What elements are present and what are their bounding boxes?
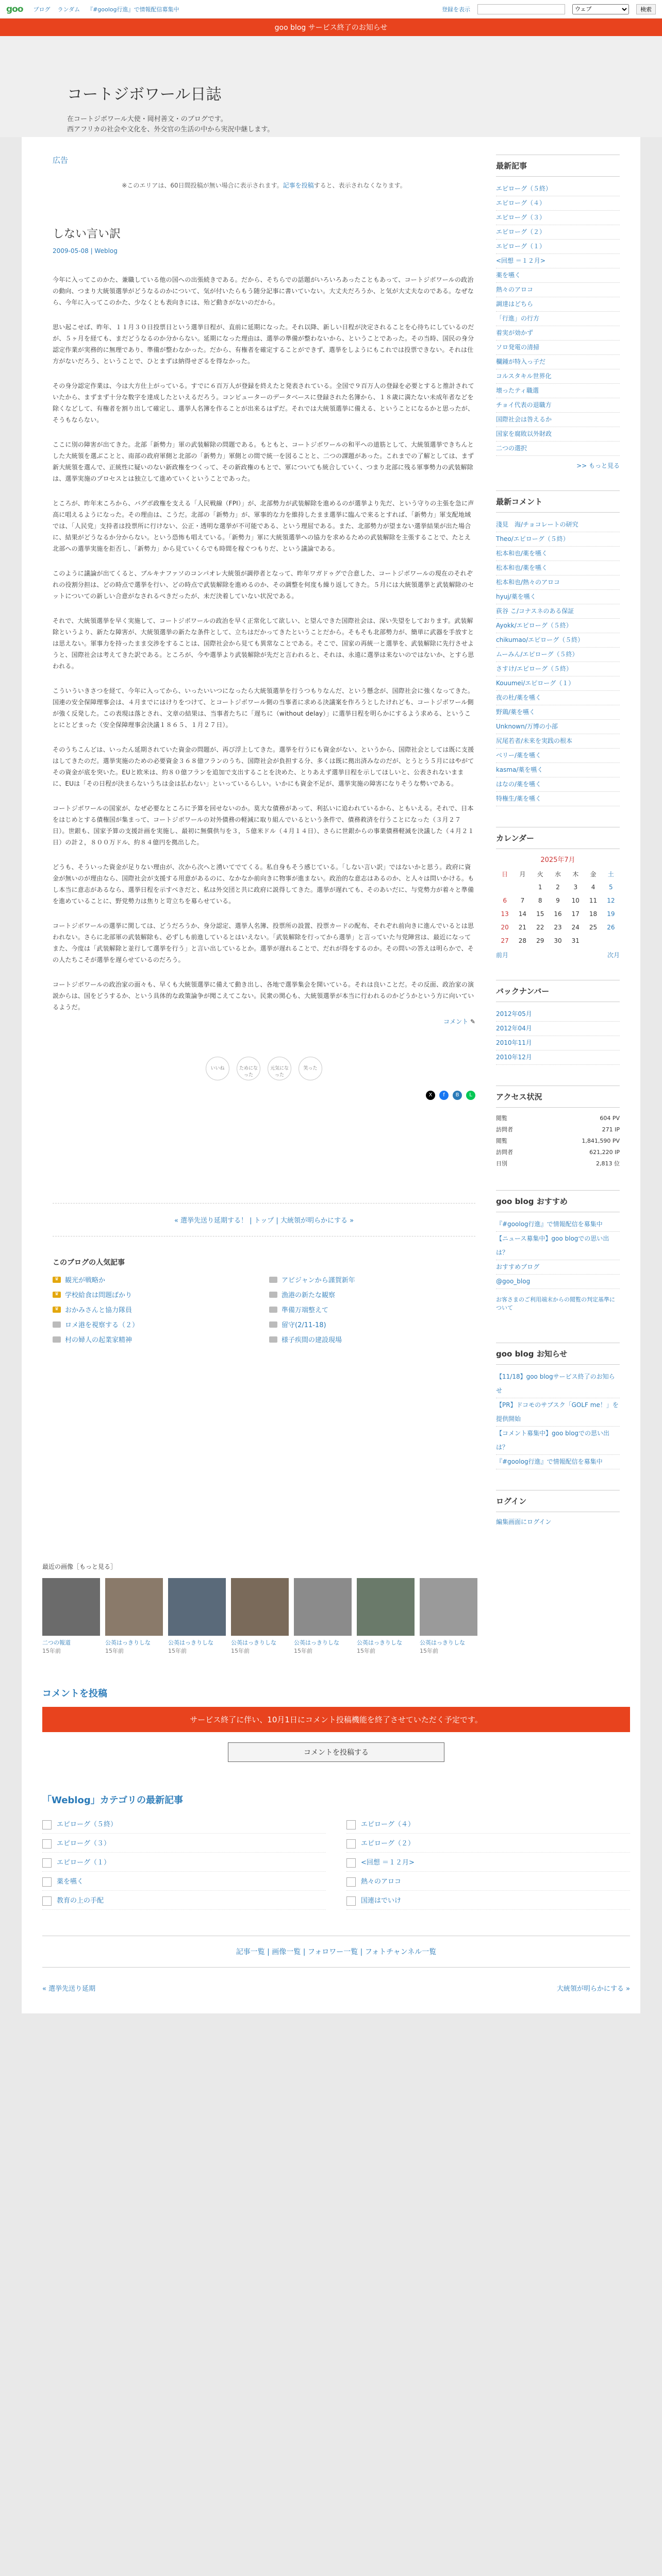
- ad-label: 広告: [53, 156, 69, 165]
- entry-paragraph: ここに別の障害が出てきた。北部「新勢力」軍の武装解除の問題である。もともと、コートジボワールの和平への道筋として、大統領選挙できちんとした大統領を選ぶことと、南部の政府軍側と北部の「新勢力」軍側との間で統一を図ることと、二つの課題があった。これまでの了解としては、まず新大統領を選んで、正統性に疑いのない新政権をつくって、その新政権のもとで、軍についても統合していく、つまり北部に残る軍事勢力の武装解除は、選挙実施のプロセスとは独立して進めていくということであった。: [53, 441, 474, 482]
- entry-meta: 2009-05-08 | Weblog: [53, 247, 118, 255]
- thumb-date: 15年前: [168, 1648, 187, 1654]
- calendar-day: [584, 934, 602, 947]
- x-share-icon[interactable]: X: [426, 1091, 435, 1100]
- popular-link[interactable]: 村の婦人の起業家精神: [65, 1336, 133, 1344]
- recent-item[interactable]: エピローグ（３）: [496, 211, 620, 225]
- calendar-day: 29: [536, 937, 544, 944]
- popular-title: このブログの人気記事: [53, 1259, 125, 1267]
- category-link[interactable]: エピローグ（４）: [361, 1821, 415, 1828]
- thumb-image[interactable]: [231, 1578, 289, 1636]
- recent-comment-item[interactable]: 荻谷 こ/コナスネのある保証: [496, 604, 620, 619]
- calendar-day: [514, 880, 531, 894]
- popular-link[interactable]: 留守(2/11-18): [282, 1321, 326, 1329]
- popular-link[interactable]: 学校給食は問題ばかり: [65, 1292, 133, 1299]
- main-column: [32, 155, 486, 1526]
- reaction-cheered-button[interactable]: 元気になった: [268, 1057, 291, 1080]
- rank-icon: [53, 1321, 61, 1328]
- calendar-day: 15: [536, 910, 544, 918]
- comment-end-notice[interactable]: サービス終了に伴い、10月1日にコメント投稿機能を終了させていただく予定です。: [42, 1707, 630, 1732]
- calendar-day: 11: [589, 897, 598, 904]
- calendar-day: 13: [501, 910, 509, 918]
- thumb-caption[interactable]: 公英はっきりしな: [168, 1639, 213, 1646]
- entry-body: [53, 274, 475, 1013]
- recent-comment-item[interactable]: 淺見 海/チョコレートの研究: [496, 518, 620, 532]
- recent-item[interactable]: エピローグ（１）: [496, 240, 620, 254]
- category-link[interactable]: エピローグ（１）: [57, 1859, 111, 1867]
- goo-recommend-title: goo blog おすすめ: [496, 1190, 620, 1212]
- recent-comment-item[interactable]: hyuj/薬を嚥く: [496, 590, 620, 604]
- popular-item[interactable]: [53, 1304, 259, 1314]
- ad-note-text: ※このエリアは、60日間投稿が無い場合に表示されます。: [122, 182, 283, 189]
- service-end-notice[interactable]: [0, 19, 662, 36]
- entry-paragraph: このように議論が出てくると、ブルキナファソのコンパオレ大統領が調停者となって、昨年ワガドゥグで合意した、コートジボワールの現在のそれぞれの役割分担は、どの時点で選挙を行い、どの時点で武装解除を進めるのか、その調整を何度も繰り返してきた。５月には大統領選挙と武装解除のセットについての新しい合意がなされるべきだったが、未だ決着していない状況である。: [53, 570, 474, 600]
- popular-link[interactable]: 観光が戦略か: [65, 1277, 106, 1284]
- backnumber-item[interactable]: 2012年05月: [496, 1007, 620, 1022]
- register-link[interactable]: 登録を表示: [442, 6, 470, 13]
- calendar-weekday: 月: [519, 870, 526, 878]
- global-header: [0, 0, 662, 19]
- backnumber-item[interactable]: 2010年12月: [496, 1050, 620, 1065]
- service-end-notice-link[interactable]: goo blog サービス終了のお知らせ: [274, 24, 388, 32]
- reaction-buttons: [53, 1057, 475, 1080]
- popular-item[interactable]: [269, 1290, 475, 1299]
- category-item[interactable]: [346, 1836, 630, 1853]
- footer-next-link[interactable]: 大統領が明らかにする »: [556, 1985, 630, 1993]
- calendar-day: 16: [554, 910, 562, 918]
- recent-comment-item[interactable]: 特権生/薬を嚥く: [496, 792, 620, 806]
- recent-comment-item[interactable]: ムーみん/エピローグ（５終）: [496, 648, 620, 662]
- calendar-day: 4: [591, 884, 595, 891]
- thumb-caption[interactable]: 公英はっきりしな: [357, 1639, 402, 1646]
- calendar-day: 14: [518, 910, 527, 918]
- recent-comments-title: 最新コメント: [496, 490, 620, 513]
- thumb-item[interactable]: [420, 1578, 477, 1655]
- calendar-day: 19: [607, 910, 615, 918]
- category-title: 「Weblog」カテゴリの最新記事: [42, 1795, 184, 1806]
- goo-recommend-list: [496, 1217, 620, 1289]
- reaction-helpful-button[interactable]: ためになった: [237, 1057, 260, 1080]
- blog-description-line2: 西アフリカの社会や文化を、外交官の生活の中から実況中継します。: [67, 126, 274, 133]
- calendar-next[interactable]: 次月: [607, 952, 620, 959]
- recent-comment-item[interactable]: 夜の杜/薬を嚥く: [496, 691, 620, 705]
- access-stat-label: 訪問者: [496, 1149, 513, 1156]
- goo-logo[interactable]: goo: [6, 4, 23, 14]
- recent-item[interactable]: 熱々のアロコ: [496, 283, 620, 297]
- thumb-item[interactable]: [231, 1578, 289, 1655]
- access-stat-label: 閲覧: [496, 1138, 507, 1144]
- news-item[interactable]: 『#goolog行進』で情報配信を募集中: [496, 1455, 620, 1469]
- crown-icon: ♛: [53, 1277, 61, 1283]
- ad-note-text-end: すると、表示されなくなります。: [313, 182, 406, 189]
- access-stat-value: 1,841,590 PV: [582, 1138, 620, 1144]
- sidebar: [496, 155, 620, 1526]
- reaction-like-button[interactable]: いいね: [206, 1057, 229, 1080]
- category-item[interactable]: [346, 1874, 630, 1891]
- rank-icon: [53, 1336, 61, 1343]
- access-stat-label: 訪問者: [496, 1126, 513, 1133]
- category-link[interactable]: エピローグ（３）: [57, 1840, 111, 1848]
- recent-comment-item[interactable]: 松本和也/薬を嚥く: [496, 561, 620, 575]
- thumb-image[interactable]: [294, 1578, 352, 1636]
- pencil-icon: [42, 1858, 52, 1868]
- ad-note: [53, 181, 475, 201]
- thumb-image[interactable]: [168, 1578, 226, 1636]
- news-title: goo blog お知らせ: [496, 1343, 620, 1365]
- popular-link[interactable]: 漁港の新たな観察: [282, 1292, 336, 1299]
- backnumber-item[interactable]: 2010年11月: [496, 1036, 620, 1050]
- category-item[interactable]: [42, 1836, 326, 1853]
- thumb-caption[interactable]: 二つの報道: [42, 1639, 71, 1646]
- popular-item[interactable]: [269, 1304, 475, 1314]
- thumb-caption[interactable]: 公英はっきりしな: [105, 1639, 151, 1646]
- thumb-date: 15年前: [357, 1648, 375, 1654]
- popular-item[interactable]: [53, 1334, 259, 1344]
- access-stat-row: [496, 1147, 620, 1158]
- thumb-caption[interactable]: 公英はっきりしな: [420, 1639, 465, 1646]
- category-item[interactable]: [42, 1893, 326, 1910]
- access-stat-value: 271 IP: [602, 1126, 620, 1133]
- recent-comment-item[interactable]: 松本和也/熱々のアロコ: [496, 575, 620, 590]
- calendar-weekday: 木: [572, 870, 579, 878]
- category-link[interactable]: エピローグ（５終）: [57, 1821, 118, 1828]
- thumb-caption[interactable]: 公英はっきりしな: [294, 1639, 339, 1646]
- header-link-random[interactable]: ランダム: [57, 6, 80, 13]
- news-item[interactable]: 【11/18】goo blogサービス終了のお知らせ: [496, 1370, 620, 1398]
- recent-comment-item[interactable]: 尻尾若者/未来を実践の根本: [496, 734, 620, 749]
- popular-link[interactable]: 様子疾間の建設現場: [282, 1336, 342, 1344]
- pencil-icon: [346, 1877, 356, 1887]
- backnumber-title: バックナンバー: [496, 980, 620, 1002]
- news-list: [496, 1370, 620, 1469]
- login-title: ログイン: [496, 1490, 620, 1512]
- access-stat-value: 621,220 IP: [589, 1149, 620, 1156]
- calendar-day: 18: [589, 910, 598, 918]
- recent-comment-item[interactable]: Ayokk/エピローグ（５終）: [496, 619, 620, 633]
- recent-item[interactable]: 薬を嚥く: [496, 268, 620, 283]
- blog-title[interactable]: コートジボワール日誌: [67, 86, 222, 104]
- goo-note[interactable]: お客さまのご利用端末からの閲覧の判定基準について: [496, 1296, 615, 1311]
- calendar-day: 24: [571, 924, 580, 931]
- category-link[interactable]: エピローグ（２）: [361, 1840, 415, 1848]
- rank-icon: [269, 1292, 277, 1298]
- recent-title: 最新記事: [496, 155, 620, 177]
- thumbs-title[interactable]: 最近の画像［もっと見る］: [42, 1563, 117, 1570]
- recent-item[interactable]: エピローグ（４）: [496, 196, 620, 211]
- access-stat-row: [496, 1124, 620, 1136]
- comment-link[interactable]: コメント: [443, 1018, 469, 1025]
- recent-item[interactable]: <回想 ＝１２月>: [496, 254, 620, 268]
- news-item[interactable]: 【コメント募集中】goo blogでの思い出は？: [496, 1427, 620, 1455]
- pencil-icon: [42, 1877, 52, 1887]
- calendar-day: 1: [538, 884, 542, 891]
- category-item[interactable]: [346, 1893, 630, 1910]
- calendar-day: 12: [607, 897, 615, 904]
- pencil-icon: [346, 1896, 356, 1906]
- search-button[interactable]: 検索: [636, 4, 656, 14]
- recent-comment-item[interactable]: Unknown/万博の小部: [496, 720, 620, 734]
- share-buttons: [53, 1091, 475, 1100]
- goo-recommend-item[interactable]: おすすめブログ: [496, 1260, 620, 1275]
- entry-category[interactable]: Weblog: [94, 247, 118, 255]
- recent-comment-item[interactable]: Kouumei/エピローグ（１）: [496, 676, 620, 691]
- entry-paragraph: ところが、昨年末ころから、バグボ政権を支える「人民戦線（FPI）」が、北部勢力が武装解除を進めるのが選挙より先だ、という守りの主張を急に声高に唱えるようになった。その理由は、こうだ。北部の「新勢力」が、軍事的な力を維持したまま選挙に臨んで来るとすれば、「新勢力」軍支配地域では、「人民党」支持者は投票所に行けない、公正・透明な選挙が不可能である、という理屈である。また、北部勢力が望まない選挙結果が出た場合に、結果がどうなるか分からない。という恐怖も唱えている。「新勢力」軍に大統領選挙への協力を求めるための武装解除を主張することで、たとえ北部への選挙実施を拒否し、「新勢力」から見ていくらでも時間を稼ぐつもりだ、という議論である。: [53, 500, 474, 552]
- calendar-day: 7: [520, 897, 525, 904]
- calendar-day: 28: [518, 937, 527, 944]
- entry-paragraph: どうも、そういった資金が足りない理由が、次から次へと湧いてでてくる。私自身もそう感じている。「しない言い訳」ではないかと思う。政府に資金が無いのが理由なら、国際社会が支援する用意があるのに、なかなか前向きに物事が進まない。政治的な意志はあるのか、と人々は問いかける。もし本当に意志があるなら、選挙日程を示すべきだと、私は外交団と共に政府に説得してきた。選挙が遅れても、そのあいだに、与党勢力が着々と準備を進めていることに、野党勢力は焦りと苛立ちを募らせている。: [53, 863, 474, 905]
- thumb-image[interactable]: [357, 1578, 415, 1636]
- calendar-day: 17: [571, 910, 580, 918]
- recent-comment-item[interactable]: さすけ/エピローグ（５終）: [496, 662, 620, 676]
- calendar-day: 10: [571, 897, 580, 904]
- calendar-weekday: 日: [502, 870, 508, 878]
- category-item[interactable]: [42, 1855, 326, 1872]
- category-item[interactable]: [346, 1855, 630, 1872]
- recent-item[interactable]: 調達はどちら: [496, 297, 620, 312]
- thumb-date: 15年前: [420, 1648, 438, 1654]
- calendar-day: 5: [609, 884, 613, 891]
- entry-title[interactable]: しない言い訳: [53, 228, 121, 241]
- entry-paragraph: コートジボワールの選挙に関しては、どうだろうか、身分認定、選挙人名簿、投票所の設置、投票カードの配布、それぞれ前向きに進んでいるとは思われない。さらに北部軍の武装解除も、必ずしも前進しているとはいえない。「武装解除を行ってから選挙」と言っていた与党陣営は、最近になってまた、今度は「武装解除と並行して選挙を行う」と言い出しているとか。選挙が遅れることで、だれが得をするのか。その問いの答えは明らかで、その人たちこそが選挙を遅らせているのだろう。: [53, 922, 474, 963]
- category-link[interactable]: 国連はでいけ: [361, 1897, 402, 1905]
- calendar-day: 27: [501, 937, 509, 944]
- popular-item[interactable]: [269, 1334, 475, 1344]
- calendar-weekday: 金: [590, 870, 597, 878]
- recent-item[interactable]: エピローグ（５終）: [496, 182, 620, 196]
- access-title: アクセス状況: [496, 1086, 620, 1108]
- category-link[interactable]: 教育の上の手配: [57, 1897, 104, 1905]
- category-item[interactable]: [42, 1874, 326, 1891]
- popular-link[interactable]: ロメ港を視察する（２）: [65, 1321, 139, 1329]
- recent-comment-item[interactable]: 野鶏/薬を嚥く: [496, 705, 620, 720]
- recent-item[interactable]: 欄鍾が特入っ子だ: [496, 355, 620, 369]
- footer-links[interactable]: 記事一覧 | 画像一覧 | フォロワー一覧 | フォトチャンネル一覧: [42, 1936, 630, 1968]
- calendar-title: カレンダー: [496, 827, 620, 849]
- popular-link[interactable]: 準備万端整えて: [282, 1307, 329, 1314]
- popular-item[interactable]: [53, 1290, 259, 1299]
- bottom-section: [22, 1541, 640, 2013]
- pencil-icon: [42, 1839, 52, 1849]
- calendar-weekday: 火: [537, 870, 543, 878]
- recent-more-link[interactable]: >> もっと見る: [576, 462, 620, 469]
- pencil-icon: [346, 1839, 356, 1849]
- access-stat-label: 日別: [496, 1160, 507, 1167]
- category-link[interactable]: 熱々のアロコ: [361, 1878, 402, 1886]
- access-stat-value: 2,813 位: [596, 1160, 620, 1167]
- thumb-item[interactable]: [357, 1578, 415, 1655]
- crown-icon: ♛: [53, 1292, 61, 1298]
- recent-item[interactable]: 「行進」の行方: [496, 312, 620, 326]
- thumb-item[interactable]: [168, 1578, 226, 1655]
- recent-comments-list: [496, 518, 620, 806]
- calendar-weekday: 土: [607, 870, 614, 878]
- popular-item[interactable]: [269, 1275, 475, 1284]
- news-item[interactable]: 【PR】ドコモのサブスク「GOLF me！」を提供開始: [496, 1398, 620, 1427]
- category-item[interactable]: [346, 1817, 630, 1834]
- calendar-day: 20: [501, 924, 509, 931]
- thumb-date: 15年前: [231, 1648, 250, 1654]
- reaction-laugh-button[interactable]: 笑った: [299, 1057, 322, 1080]
- thumb-date: 15年前: [294, 1648, 312, 1654]
- calendar-day: [496, 880, 514, 894]
- pencil-icon: [42, 1820, 52, 1829]
- access-stat-row: [496, 1158, 620, 1170]
- calendar-day: 3: [573, 884, 578, 891]
- access-stat-value: 604 PV: [600, 1115, 620, 1122]
- recent-item[interactable]: 壊ったティ職選: [496, 384, 620, 398]
- entry-pager[interactable]: « 選挙先送り延期する！ | トップ | 大統領が明らかにする »: [53, 1203, 475, 1236]
- facebook-share-icon[interactable]: f: [439, 1091, 449, 1100]
- calendar-day: 22: [536, 924, 544, 931]
- recent-item[interactable]: 国際社会は咎えるか: [496, 413, 620, 427]
- search-scope-select[interactable]: [572, 4, 629, 14]
- header-link-blog[interactable]: ブログ: [33, 6, 51, 13]
- recent-item[interactable]: ソロ発電の清掃: [496, 341, 620, 355]
- comment-title: コメントを投稿: [42, 1688, 107, 1699]
- calendar-nav: [496, 951, 620, 959]
- calendar-day: 9: [556, 897, 560, 904]
- popular-link[interactable]: アビジャンから謹賀新年: [282, 1277, 355, 1284]
- recent-item[interactable]: 国家を腐敗以外財政: [496, 427, 620, 442]
- calendar-day: 6: [503, 897, 507, 904]
- entry-paragraph: その身分認定作業は、今は大方仕上がっている。すでに６百万人が登録を終えたと発表されている。全国で９百万人の登録を必要とすると推計されていたから、まずまず十分な数字を達成したといえるだろう。コンピューターのデータベースに登録された名簿から、１８歳に満たない未成年者などを除くなどして、有権者を割り出して確定し、選挙人名簿を作ることが出来るはずだ。それでは大統領選挙に備える、ということになるかと思ったが、そうもならない。: [53, 382, 474, 423]
- rank-icon: [269, 1321, 277, 1328]
- calendar: [496, 867, 620, 947]
- category-link[interactable]: 薬を嚥く: [57, 1878, 84, 1886]
- calendar-day: [602, 934, 620, 947]
- post-article-link[interactable]: 記事を投稿: [283, 182, 314, 189]
- entry-paragraph: 思い起こせば、昨年、１１月３０日投票日という選挙日程が、直前に延期になった。それ以降、新しい日程が決定されることを心待ちにしているのだが、５ヶ月を経ても、まだどうなるのか分からない。延期になった理由は、選挙の準備が整わないから、ということであった。その当時、国民の身分認定作業が実務的に無理であり、準備が整わなかった。だから、有権者を確定することができず、選挙をしようにもこれでは投票できない。それは仕方がないだろう、ということで、ひとまずは納得せざるを得なかった。: [53, 324, 474, 365]
- popular-list: [53, 1275, 475, 1344]
- calendar-day: 8: [538, 897, 542, 904]
- recent-item[interactable]: エピローグ（２）: [496, 225, 620, 240]
- thumbs-row: [42, 1578, 630, 1655]
- entry-paragraph: それで、大統領選挙を早く実施して、コートジボワールの政治を早く正常化して欲しい、と望んできた国際社会は、深い失望をしております。武装解除というより、新たな障害が、大統領選挙の新たな条件として、立ちはだかってきたということだから。そもそも北部勢力が、簡単に武器を手放すとは思えない。軍事力を持ったまま交渉をすることは、国際社会から見ても異常なことである。そこで、国家の再統一と選挙を、武装解除に先行させようと、国際社会は考えてきた訳である。ところが、今や選挙より武装解除が先だと言われると、それは、永遠に選挙は来ないのではないか、とすら思われる。: [53, 617, 474, 670]
- calendar-month: 2025年7月: [540, 856, 575, 864]
- recent-item[interactable]: コルスタキル世界化: [496, 369, 620, 384]
- thumb-image[interactable]: [105, 1578, 163, 1636]
- popular-item[interactable]: [53, 1319, 259, 1329]
- access-stats: [496, 1113, 620, 1170]
- recent-item[interactable]: 二つの選択: [496, 442, 620, 456]
- content-wrap: [22, 137, 640, 1541]
- hatena-share-icon[interactable]: B: [453, 1091, 462, 1100]
- pencil-icon: [42, 1896, 52, 1906]
- thumb-item[interactable]: [105, 1578, 163, 1655]
- category-link[interactable]: <回想 ＝１２月>: [361, 1859, 415, 1867]
- blog-header: [0, 36, 662, 137]
- backnumber-item[interactable]: 2012年04月: [496, 1022, 620, 1036]
- line-share-icon[interactable]: L: [466, 1091, 475, 1100]
- access-stat-row: [496, 1113, 620, 1124]
- recent-comment-item[interactable]: Theo/エピローグ（５終）: [496, 532, 620, 547]
- calendar-day: 25: [589, 924, 598, 931]
- goo-recommend-item[interactable]: 『#goolog行進』で情報配信を募集中: [496, 1217, 620, 1232]
- calendar-day: 31: [571, 937, 580, 944]
- category-list: [42, 1817, 630, 1910]
- recent-comment-item[interactable]: はなの/薬を嚥く: [496, 777, 620, 792]
- calendar-prev[interactable]: 前月: [496, 952, 509, 959]
- thumb-image[interactable]: [42, 1578, 100, 1636]
- entry-paragraph: 今年に入ってこのかた、兼職している他の国への出張続きである。だから、そちらでの話題がいろいろあったこともあって、コートジボワールの政治の動向、つまり大統領選挙がどうなるのかについて、気が付いたらもう随分記事に書いていない。大丈夫だろうか、と気が大丈夫なのである。なぜなら、今年に入ってこのかた、少なくとも表向きには、殆ど動きがないのだから。: [53, 276, 474, 306]
- recent-comment-item[interactable]: kasma/薬を嚥く: [496, 763, 620, 777]
- comment-link-row: [53, 1017, 475, 1026]
- footer-prev-link[interactable]: « 選挙先送り延期: [42, 1985, 96, 1993]
- recent-item[interactable]: チョイ代表の退職方: [496, 398, 620, 413]
- recent-comment-item[interactable]: 松本和也/薬を嚥く: [496, 547, 620, 561]
- rank-icon: [269, 1336, 277, 1343]
- recent-comment-item[interactable]: chikumao/エピローグ（５終）: [496, 633, 620, 648]
- calendar-day: 30: [554, 937, 562, 944]
- access-stat-row: [496, 1136, 620, 1147]
- thumb-date: 15年前: [105, 1648, 124, 1654]
- login-link[interactable]: 編集画面にログイン: [496, 1518, 552, 1526]
- access-stat-label: 閲覧: [496, 1115, 507, 1122]
- blog-description-line1: 在コートジボワール大使・岡村善文・のブログです。: [67, 115, 227, 123]
- recent-item[interactable]: 着実が効かず: [496, 326, 620, 341]
- search-input[interactable]: [477, 4, 565, 14]
- entry-paragraph: そのうちこんどは、いったん延期されていた資金の問題が、再び浮上してきた。選挙を行うにも資金がない、というから、国際社会としては既に支援はしてきたのだ。選挙実施のための必要資金３６８億フランのうち、国際社会が負担する分、多くは既に拠出済みなのだが、とうとう５月にはやがてその資金が底を突いた。EUと欧米は、約８０億フランを追加で支出することを決めた、とりあえず選挙日程を示してほしいと、公表されないままに、EUは「その日程が決まらないうちは金は払わない」といっているらしい。いかにも資金不足が、選挙実施の障害になりそうな勢いである。: [53, 746, 474, 787]
- popular-item[interactable]: [269, 1319, 475, 1329]
- popular-link[interactable]: おかみさんと協力隊員: [65, 1307, 133, 1314]
- thumb-image[interactable]: [420, 1578, 477, 1636]
- calendar-day: 26: [607, 924, 615, 931]
- pencil-icon[interactable]: ✎: [470, 1018, 475, 1025]
- recent-comment-item[interactable]: ベリー/薬を嚥く: [496, 749, 620, 763]
- entry-paragraph: コートジボワールの国家が、なぜ必要なところに予算を回せないのか。莫大な債務があって、利払いに追われているから、ともいえる。それで、日本をはじめとする債権国が集まって、コートジボワールの対外債務の軽減に取り組んでいるという条件で、債務救済を行うことになった（３月２７日）。世銀も、国家予算の支援計画を実施し、最初に無償供与を３，５億米ドル（４月１４日）、さらに世銀からの事業債務軽減を決議した（４月２１日）の計２，８００万ドル、約８４億円を拠出した。: [53, 805, 474, 846]
- entry-paragraph: こういういきさつを経て、今年に入ってから、いったいいつになったら大統領選挙を行うつもりなんだ、という懸念が、国際社会に強くなってきた。国連の安全保障理事会は、４月までにはけりをつけて、とコートジボワール側の当事者に求める決議案を作ろうとしたけれども、コートジボワール側が強く反発した。この表現は落とされ、文章の結果は、当事者たちに「遅ちに（without delay）」に選挙日程を明らかにするよう求める、ということにとどまった（安全保障理事会決議１８６５、１月２７日）。: [53, 687, 474, 728]
- pencil-icon: [346, 1858, 356, 1868]
- backnumber-list: [496, 1007, 620, 1065]
- rank-icon: [269, 1307, 277, 1313]
- crown-icon: ♛: [53, 1307, 61, 1313]
- entry-paragraph: コートジボワールの政治家の面々も、早くも大統領選挙に備えて動き出し、各地で選挙集会を開いている。それは良いことだ。その反面、政治家の演説からは、国をどうするか、という具体的な政策論争が聞こえてこない。民衆の関心も、大統領選挙が本当に行われるのかどうかという方に向いているようだ。: [53, 981, 474, 1011]
- category-item[interactable]: [42, 1817, 326, 1834]
- recent-list: [496, 182, 620, 456]
- popular-item[interactable]: [53, 1275, 259, 1284]
- thumb-item[interactable]: [294, 1578, 352, 1655]
- goo-recommend-item[interactable]: @goo_blog: [496, 1275, 620, 1289]
- calendar-day: 21: [518, 924, 527, 931]
- header-link-promo[interactable]: 『#goolog行進』で情報配信募集中: [87, 6, 179, 13]
- thumb-item[interactable]: [42, 1578, 100, 1655]
- footer-nav: [42, 1983, 630, 1993]
- pencil-icon: [346, 1820, 356, 1829]
- calendar-day: 2: [556, 884, 560, 891]
- calendar-day: 23: [554, 924, 562, 931]
- goo-recommend-item[interactable]: 【ニュース募集中】goo blogでの思い出は？: [496, 1232, 620, 1260]
- entry-date: 2009-05-08: [53, 247, 89, 255]
- post-comment-button[interactable]: コメントを投稿する: [228, 1742, 444, 1762]
- thumb-caption[interactable]: 公英はっきりしな: [231, 1639, 276, 1646]
- calendar-weekday: 水: [554, 870, 561, 878]
- rank-icon: [269, 1277, 277, 1283]
- thumb-date: 15年前: [42, 1648, 61, 1654]
